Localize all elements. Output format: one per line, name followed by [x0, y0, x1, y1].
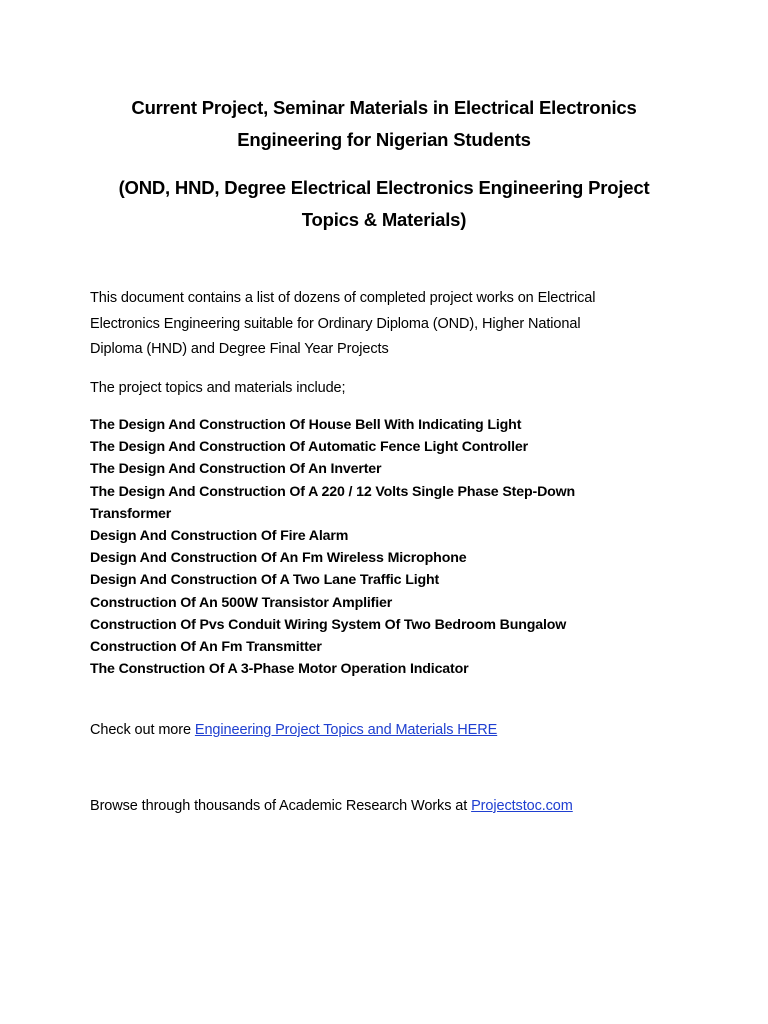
document-subtitle	[60, 172, 708, 236]
list-item: Design And Construction Of A Two Lane Traffic Light	[90, 572, 440, 589]
project-topics-list	[90, 414, 710, 680]
list-item: Transformer	[90, 505, 172, 522]
title-line: Current Project, Seminar Materials in Electrical Electronics	[131, 97, 637, 118]
projectstoc-link[interactable]: Projectstoc.com	[471, 798, 573, 814]
list-item: The Design And Construction Of A 220 / 12 Volts Single Phase Step-Down	[90, 483, 576, 500]
subtitle-line: Topics & Materials)	[301, 209, 467, 230]
list-item: The Design And Construction Of An Inverter	[90, 461, 382, 478]
check-out-more-text: Check out more	[90, 722, 195, 738]
list-item: The Construction Of A 3-Phase Motor Operation Indicator	[90, 661, 469, 678]
list-item: Design And Construction Of Fire Alarm	[90, 528, 349, 545]
document-title	[60, 92, 708, 156]
list-item: Construction Of An Fm Transmitter	[90, 639, 322, 656]
list-item: Design And Construction Of An Fm Wireless Microphone	[90, 550, 467, 567]
title-line: Engineering for Nigerian Students	[237, 129, 531, 150]
browse-text: Browse through thousands of Academic Research Works at	[90, 798, 472, 814]
intro-line: Diploma (HND) and Degree Final Year Projects	[90, 341, 389, 357]
list-item: Construction Of An 500W Transistor Amplifier	[90, 594, 393, 611]
list-item: The Design And Construction Of Automatic Fence Light Controller	[90, 439, 528, 456]
browse-line	[90, 794, 710, 820]
intro-line: Electronics Engineering suitable for Ordinary Diploma (OND), Higher National	[90, 315, 581, 332]
intro-paragraph	[90, 286, 710, 363]
subtitle-line: (OND, HND, Degree Electrical Electronics Engineering Project	[118, 177, 650, 198]
topics-intro-text: The project topics and materials include;	[90, 380, 346, 396]
check-out-more-line	[90, 718, 710, 744]
engineering-topics-link[interactable]: Engineering Project Topics and Materials HERE	[194, 722, 498, 738]
list-item: Construction Of Pvs Conduit Wiring System Of Two Bedroom Bungalow	[90, 616, 567, 633]
list-item: The Design And Construction Of House Bell With Indicating Light	[90, 417, 522, 433]
intro-line: This document contains a list of dozens of completed project works on Electrical	[90, 290, 596, 306]
